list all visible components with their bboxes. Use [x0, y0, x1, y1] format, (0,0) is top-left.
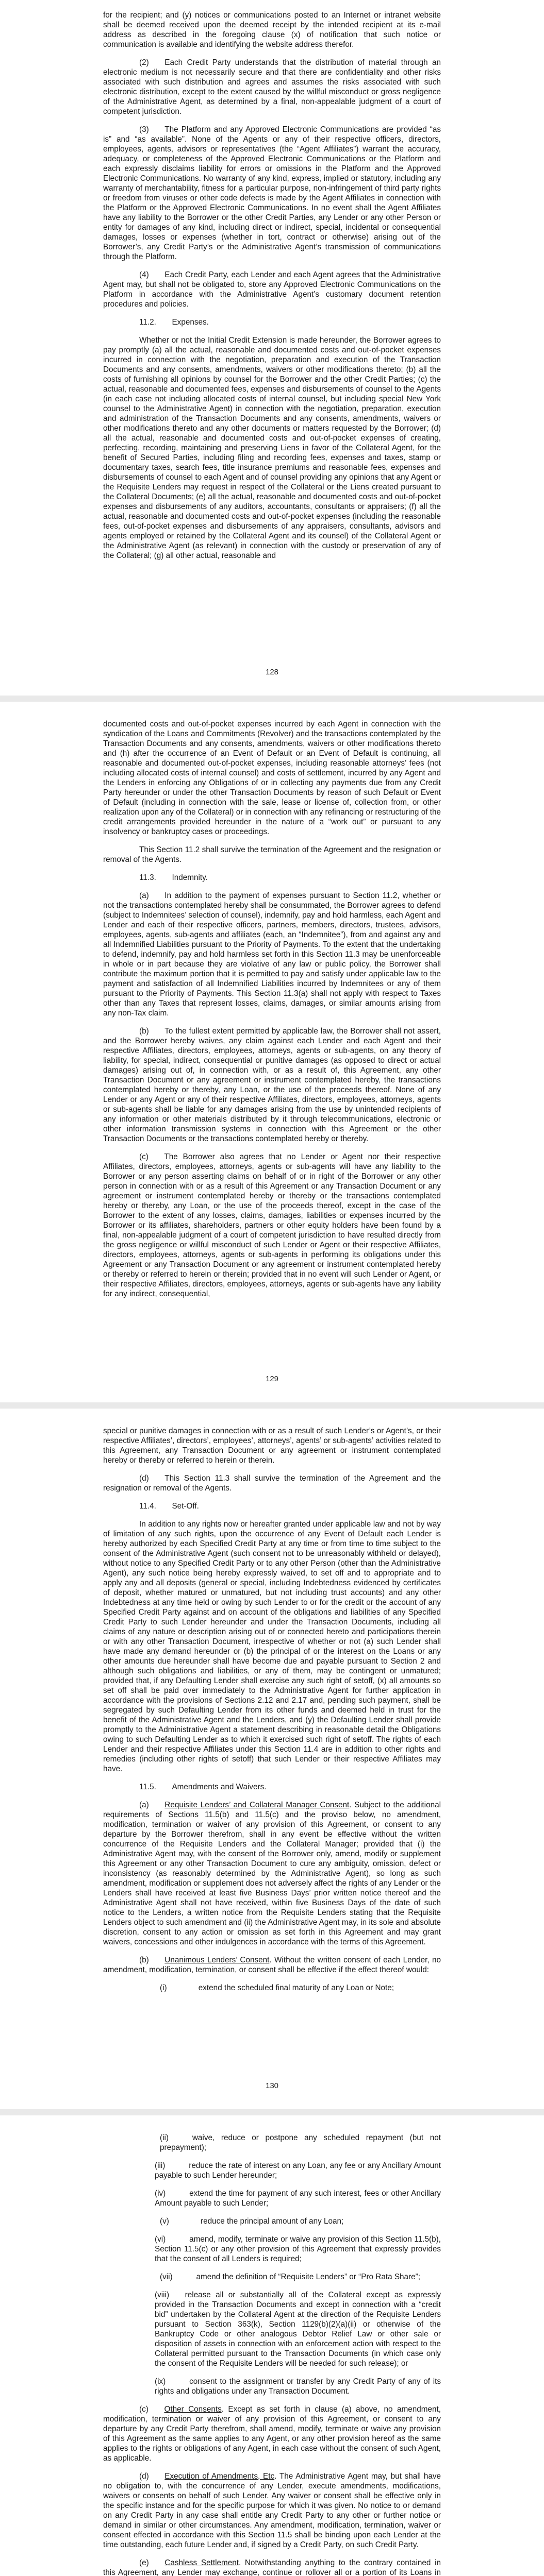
paragraph: (2) Each Credit Party understands that the distribution of material through an electronic medium is not necessarily secure and that there are confidentiality and other risks associated with such distribution and agrees and assumes the risks associated with such electronic distribution, except to the extent caused by the willful misconduct or gross negligence of the Administrative Agent, as determined by a final, non-appealable judgment of a court of competent jurisdiction.	[103, 58, 441, 116]
clause-marker: (d)	[139, 2472, 165, 2481]
clause-title: Other Consents	[164, 2405, 222, 2414]
paragraph: special or punitive damages in connection with or as a result of such Lender’s or Agent’s, or their respective Affiliates’, directors’, employees’, attorneys’, agents’ or sub-agents’ activities related to this Agreement, any Transaction Document or any agreement or instrument contemplated hereby or thereby or referred to herein or therein.	[103, 1427, 441, 1465]
paragraph	[103, 1800, 441, 1947]
page-128	[0, 0, 544, 696]
page-number: 129	[265, 1375, 279, 1383]
paragraph: Whether or not the Initial Credit Extension is made hereunder, the Borrower agrees to pay promptly (a) all the actual, reasonable and documented costs and out-of-pocket expenses incurred in connection with the negotiation, preparation and execution of the Transaction Documents and any consents, amendments, waivers or other modifications thereto; (b) all the costs of furnishing all opinions by counsel for the Borrower and the other Credit Parties; (c) the actual, reasonable and documented fees, expenses and disbursements of counsel to the Agents (in each case not including allocated costs of internal counsel, but including special New York counsel to the Administrative Agent) in connection with the negotiation, preparation, execution and administration of the Transaction Documents and any consents, amendments, waivers or other modifications thereto and any other documents or matters requested by the Borrower; (d) all the actual, reasonable and documented costs and out-of-pocket expenses of creating, perfecting, recording, maintaining and preserving Liens in favor of the Collateral Agent, for the benefit of Secured Parties, including filing and recording fees, expenses and taxes, stamp or documentary taxes, search fees, title insurance premiums and reasonable fees, expenses and disbursements of counsel to each Agent and of counsel providing any opinions that any Agent or the Requisite Lenders may request in respect of the Collateral or the Liens created pursuant to the Collateral Documents; (e) all the actual, reasonable and documented costs and out-of-pocket expenses and disbursements of any auditors, accountants, consultants or appraisers; (f) all the actual, reasonable and documented costs and out-of-pocket expenses (including the reasonable fees, out-of-pocket expenses and disbursements of any appraisers, consultants, advisors and agents employed or retained by the Collateral Agent and its counsel) of the Collateral Agent or the Administrative Agent (as relevant) in connection with the custody or preservation of any of the Collateral; (g) all other actual, reasonable and	[103, 336, 441, 560]
page-131-body	[103, 2133, 441, 2576]
paragraph	[103, 2471, 441, 2550]
clause-text: . Without the written consent of each Lender, no amendment, modification, termination, or consent shall be effective if the effect thereof would:	[103, 1956, 441, 1974]
paragraph: (d) This Section 11.3 shall survive the termination of the Agreement and the resignation or removal of the Agents.	[103, 1474, 441, 1493]
list-clause: (vi) amend, modify, terminate or waive any provision of this Section 11.5(b), Section 11.5(c) or any other provision of this Agreement that expressly provides that the consent of all Lenders is required;	[155, 2235, 441, 2263]
paragraph: (b) To the fullest extent permitted by applicable law, the Borrower shall not assert, and the Borrower hereby waives, any claim against each Lender and each Agent and their respective Affiliates, directors, employees, attorneys, agents or sub-agents, on any theory of liability, for special, indirect, consequential or punitive damages (as opposed to direct or actual damages) arising out of, in connection with, or as a result of, this Agreement, any other Transaction Document or any agreement or instrument contemplated hereby, the transactions contemplated hereby or thereby, any Loan, or the use of the proceeds thereof. None of any Lender or any Agent or any of their respective Affiliates, directors, employees, attorneys, agents or sub-agents shall be liable for any damages arising from the use by unintended recipients of any information or other materials distributed by it through telecommunications, electronic or other information transmission systems in connection with this Agreement or the other Transaction Documents or the transactions contemplated hereby or thereby.	[103, 1027, 441, 1143]
clause-marker: (c)	[139, 2405, 164, 2414]
clause-marker: (e)	[139, 2558, 165, 2567]
list-clause: (viii) release all or substantially all of the Collateral except as expressly provided in the Transaction Documents and except in connection with a “credit bid” undertaken by the Collateral Agent at the direction of the Requisite Lenders pursuant to Section 363(k), Section 1129(b)(2)(a)(ii) or otherwise of the Bankruptcy Code or other analogous Debtor Relief Law or other sale or disposition of assets in connection with an enforcement action with respect to the Collateral permitted pursuant to the Transaction Documents (in which case only the consent of the Requisite Lenders will be needed for such release); or	[155, 2291, 441, 2368]
clause-title: Execution of Amendments, Etc	[164, 2472, 275, 2481]
page-128-body	[103, 10, 441, 561]
page-number: 130	[265, 2081, 279, 2090]
paragraph	[103, 2558, 441, 2576]
section-heading: 11.2. Expenses.	[139, 318, 209, 327]
list-clause: (iii) reduce the rate of interest on any Loan, any fee or any Ancillary Amount payable to such Lender hereunder;	[155, 2161, 441, 2180]
list-clause: (iv) extend the time for payment of any such interest, fees or other Ancillary Amount payable to such Lender;	[155, 2189, 441, 2208]
page-130	[0, 1409, 544, 2109]
paragraph: (a) In addition to the payment of expenses pursuant to Section 11.2, whether or not the transactions contemplated hereby shall be consummated, the Borrower agrees to defend (subject to Indemnitees’ selection of counsel), indemnify, pay and hold harmless, each Agent and Lender and each of their respective officers, partners, members, directors, trustees, advisors, employees, agents, sub-agents and affiliates (each, an “Indemnitee”), from and against any and all Indemnified Liabilities pursuant to the Priority of Payments. To the extent that the undertaking to defend, indemnify, pay and hold harmless set forth in this Section 11.3 may be unenforceable in whole or in part because they are violative of any law or public policy, the Borrower shall contribute the maximum portion that it is permitted to pay and satisfy under applicable law to the payment and satisfaction of all Indemnified Liabilities incurred by Indemnitees or any of them pursuant to the Priority of Payments. This Section 11.3(a) shall not apply with respect to Taxes other than any Taxes that represent losses, claims, damages, or similar amounts arising from any non-Tax claim.	[103, 891, 441, 1018]
page-129	[0, 702, 544, 1402]
clause-title: Unanimous Lenders’ Consent	[164, 1956, 270, 1964]
clause-marker: (a)	[139, 1801, 165, 1809]
list-clause: (i) extend the scheduled final maturity of any Loan or Note;	[160, 1984, 394, 1992]
clause-text: . Notwithstanding anything to the contrary contained in this Agreement, any Lender may exchange, continue or rollover all or a portion of its Loans in	[103, 2558, 441, 2576]
page-130-body	[103, 1426, 441, 1993]
paragraph: (4) Each Credit Party, each Lender and each Agent agrees that the Administrative Agent may, but shall not be obligated to, store any Approved Electronic Communications on the Platform in accordance with the Administrative Agent’s customary document retention procedures and policies.	[103, 270, 441, 309]
page-131	[0, 2115, 544, 2576]
paragraph	[103, 2404, 441, 2463]
page-129-body	[103, 719, 441, 1299]
list-clause: (ix) consent to the assignment or transfer by any Credit Party of any of its rights and obligations under any Transaction Document.	[155, 2377, 441, 2396]
clause-title: Cashless Settlement	[164, 2558, 239, 2567]
clause-title: Requisite Lenders’ and Collateral Manager Consent	[164, 1801, 350, 1809]
clause-text: . The Administrative Agent may, but shall have no obligation to, with the concurrence of any Lender, execute amendments, modifications, waivers or consents on behalf of such Lender. Any waiver or consent shall be effective only in the specific instance and for the specific purpose for which it was given. No notice to or demand on any Credit Party in any case shall entitle any Credit Party to any other or further notice or demand in similar or other circumstances. Any amendment, modification, termination, waiver or consent effected in accordance with this Section 11.5 shall be binding upon each Lender at the time outstanding, each future Lender and, if signed by a Credit Party, on such Credit Party.	[103, 2472, 441, 2549]
paragraph	[103, 1955, 441, 1975]
paragraph: (c) The Borrower also agrees that no Lender or Agent nor their respective Affiliates, directors, employees, attorneys, agents or sub-agents will have any liability to the Borrower or any person asserting claims on behalf of or in right of the Borrower or any other person in connection with or as a result of this Agreement or any Transaction Document or any agreement or instrument contemplated hereby or thereby or the transactions contemplated hereby or thereby, any Loan, or the use of the proceeds thereof, except in the case of the Borrower to the extent of any losses, claims, damages, liabilities or expenses incurred by the Borrower or its affiliates, shareholders, partners or other equity holders have been found by a final, non-appealable judgment of a court of competent jurisdiction to have resulted directly from the gross negligence or willful misconduct of such Lender or Agent or their respective Affiliates, directors, employees, attorneys, agents or sub-agents in performing its obligations under this Agreement or any Transaction Document or any agreement or instrument contemplated hereby or thereby or referred to herein or therein; provided that in no event will such Lender or Agent, or their respective Affiliates, directors, employees, attorneys, agents or sub-agents have any liability for any indirect, consequential,	[103, 1153, 441, 1298]
paragraph: (3) The Platform and any Approved Electronic Communications are provided “as is” and “as available”. None of the Agents or any of their respective officers, directors, employees, agents, advisors or representatives (the “Agent Affiliates”) warrant the accuracy, adequacy, or completeness of the Approved Electronic Communications or the Platform and each expressly disclaims liability for errors or omissions in the Platform and the Approved Electronic Communications. No warranty of any kind, express, implied or statutory, including any warranty of merchantability, fitness for a particular purpose, non-infringement of third party rights or freedom from viruses or other code defects is made by the Agent Affiliates in connection with the Platform or the Approved Electronic Communications. In no event shall the Agent Affiliates have any liability to the Borrower or the other Credit Parties, any Lender or any other Person or entity for damages of any kind, including direct or indirect, special, incidental or consequential damages, losses or expenses (whether in tort, contract or otherwise) arising out of the Borrower’s, any Credit Party’s or the Administrative Agent’s transmission of communications through the Platform.	[103, 125, 441, 261]
section-heading: 11.5. Amendments and Waivers.	[139, 1783, 267, 1791]
paragraph: for the recipient; and (y) notices or communications posted to an Internet or intranet website shall be deemed received upon the deemed receipt by the intended recipient at its e-mail address as described in the foregoing clause (x) of notification that such notice or communication is available and identifying the website address therefor.	[103, 11, 441, 49]
list-clause: (ii) waive, reduce or postpone any scheduled repayment (but not prepayment);	[160, 2133, 441, 2152]
clause-text: . Except as set forth in clause (a) above, no amendment, modification, termination or waiver of any provision of this Agreement, or consent to any departure by any Credit Party therefrom, shall amend, modify, terminate or waive any provision of this Agreement as the same applies to any Agent, or any other provision hereof as the same applies to the rights or obligations of any Agent, in each case without the consent of such Agent, as applicable.	[103, 2405, 441, 2463]
paragraph: In addition to any rights now or hereafter granted under applicable law and not by way of limitation of any such rights, upon the occurrence of any Event of Default each Lender is hereby authorized by each Specified Credit Party at any time or from time to time subject to the consent of the Administrative Agent (such consent not to be unreasonably withheld or delayed), without notice to any Specified Credit Party or to any other Person (other than the Administrative Agent), any such notice being hereby expressly waived, to set off and to appropriate and to apply any and all deposits (general or special, including Indebtedness evidenced by certificates of deposit, whether matured or unmatured, but not including trust accounts) and any other Indebtedness at any time held or owing by such Lender to or for the credit or the account of any Specified Credit Party against and on account of the obligations and liabilities of any Specified Credit Party to such Lender hereunder and under the Transaction Documents, including all claims of any nature or description arising out of or connected hereto and participations therein or with any other Transaction Document, irrespective of whether or not (a) such Lender shall have made any demand hereunder or (b) the principal of or the interest on the Loans or any other amounts due hereunder shall have become due and payable pursuant to Section 2 and although such obligations and liabilities, or any of them, may be contingent or unmatured; provided that, if any Defaulting Lender shall exercise any such right of setoff, (x) all amounts so set off shall be paid over immediately to the Administrative Agent for further application in accordance with the provisions of Sections 2.12 and 2.17 and, pending such payment, shall be segregated by such Defaulting Lender from its other funds and deemed held in trust for the benefit of the Administrative Agent and the Lenders, and (y) the Defaulting Lender shall provide promptly to the Administrative Agent a statement describing in reasonable detail the Obligations owing to such Defaulting Lender as to which it exercised such right of setoff. The rights of each Lender and their respective Affiliates under this Section 11.4 are in addition to other rights and remedies (including other rights of setoff) that such Lender or their respective Affiliates may have.	[103, 1520, 441, 1773]
section-heading: 11.4. Set-Off.	[139, 1502, 199, 1511]
section-heading: 11.3. Indemnity.	[139, 873, 208, 882]
page-number: 128	[265, 668, 279, 676]
list-clause: (vii) amend the definition of “Requisite Lenders” or “Pro Rata Share”;	[160, 2273, 421, 2281]
paragraph: This Section 11.2 shall survive the termination of the Agreement and the resignation or removal of the Agents.	[103, 845, 441, 864]
paragraph: documented costs and out-of-pocket expenses incurred by each Agent in connection with the syndication of the Loans and Commitments (Revolver) and the transactions contemplated by the Transaction Documents and any consents, amendments, waivers or other modifications thereto and (h) after the occurrence of an Event of Default or an Event of Default is continuing, all reasonable and documented out-of-pocket expenses, including reasonable attorneys’ fees (not including allocated costs of internal counsel) and costs of settlement, incurred by any Agent and the Lenders in enforcing any Obligations of or in collecting any payments due from any Credit Party hereunder or under the other Transaction Documents by reason of such Default or Event of Default (including in connection with the sale, lease or license of, collection from, or other realization upon any of the Collateral) or in connection with any refinancing or restructuring of the credit arrangements provided hereunder in the nature of a “work out” or pursuant to any insolvency or bankruptcy cases or proceedings.	[103, 720, 441, 836]
list-clause: (v) reduce the principal amount of any Loan;	[160, 2217, 344, 2226]
clause-text: . Subject to the additional requirements of Sections 11.5(b) and 11.5(c) and the proviso below, no amendment, modification, termination or waiver of any provision of this Agreement, or consent to any departure by the Borrower therefrom, shall in any event be effective without the written concurrence of the Requisite Lenders and the Collateral Manager; provided that (i) the Administrative Agent may, with the consent of the Borrower only, amend, modify or supplement this Agreement or any other Transaction Document to cure any ambiguity, omission, defect or inconsistency (as reasonably determined by the Administrative Agent), so long as such amendment, modification or supplement does not adversely affect the rights of any Lender or the Lenders shall have received at least five Business Days’ prior written notice thereof and the Administrative Agent shall not have received, within five Business Days of the date of such notice to the Lenders, a written notice from the Requisite Lenders stating that the Requisite Lenders object to such amendment and (ii) the Administrative Agent may, in its sole and absolute discretion, consent to any action or omission as set forth in this Agreement and may grant waivers, concessions and other indulgences in accordance with the terms of this Agreement.	[103, 1801, 441, 1946]
clause-marker: (b)	[139, 1956, 165, 1964]
